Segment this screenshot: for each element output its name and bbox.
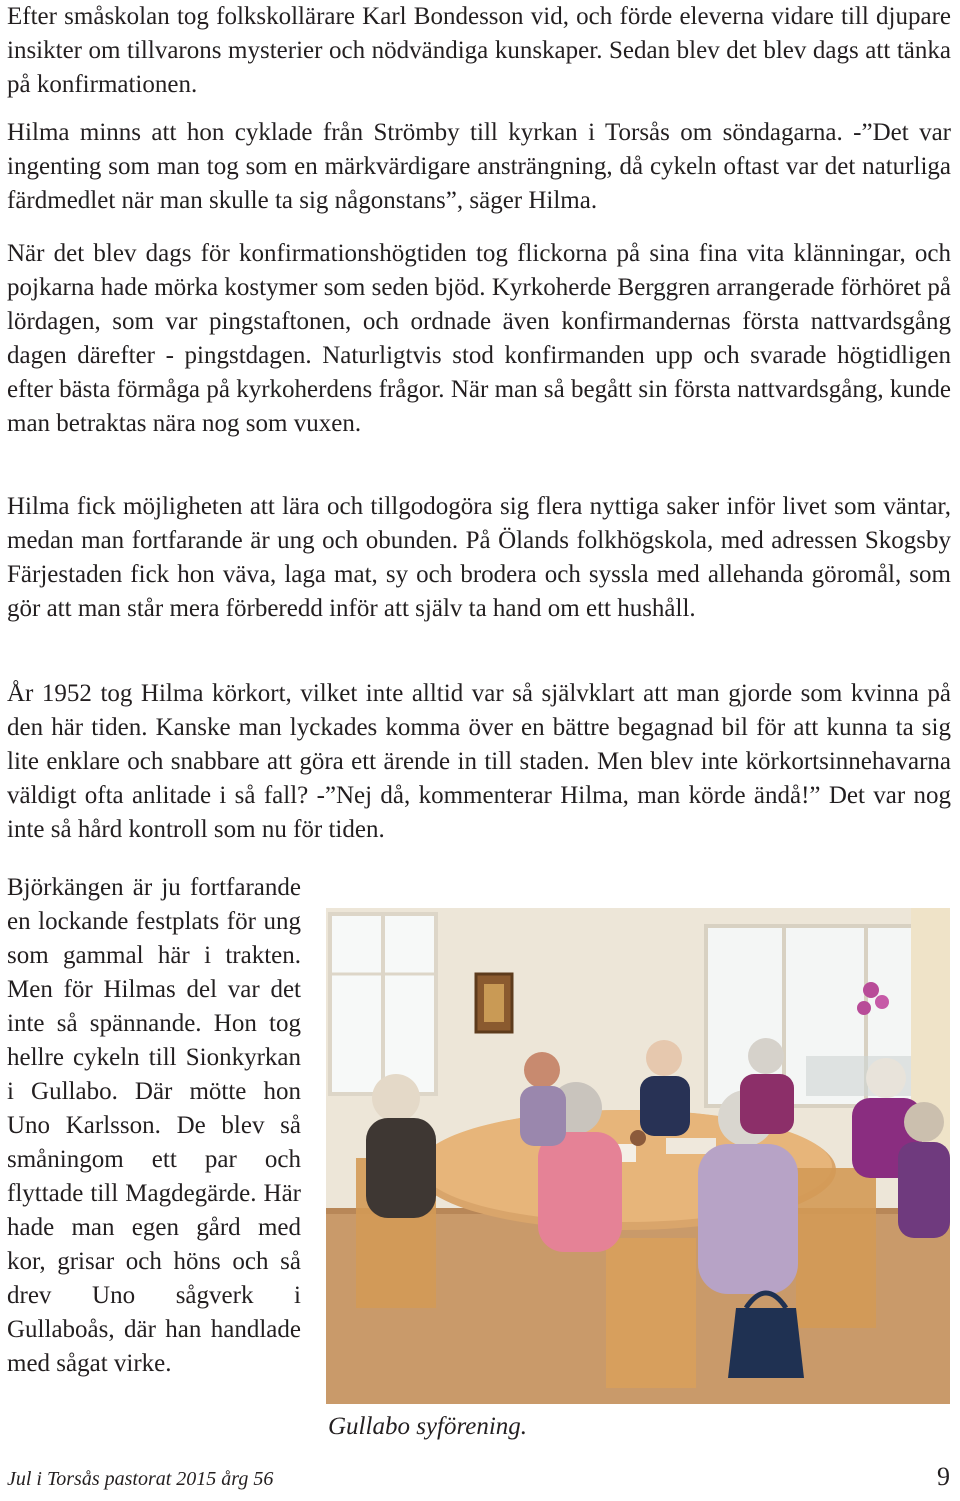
body-paragraph-3: När det blev dags för konfirmationshögtiden tog flickorna på sina fina vita klänningar, och pojkarna hade mörka kostymer som seden bjöd. Kyrkoherde Berggren arrangerade förhöret på lördagen, som var pingstaftonen, och ordnade även konfirmandernas första nattvardsgång dagen därefter - pingstdagen. Naturligtvis stod konfirmanden upp och svarade högtidligen efter bästa förmåga på kyrkoherdens frågor. När man så begått sin första nattvardsgång, kunde man betraktas nära nog som vuxen. (7, 240, 951, 437)
body-paragraph-5: År 1952 tog Hilma körkort, vilket inte alltid var så självklart att man gjorde som kvinna på den här tiden. Kanske man lyckades komma över en bättre begagnad bil för att kunna ta sig lite enklare och snabbare att göra ett ärende in till staden. Men blev inte körkortsinnehavarna väldigt ofta anlitade i så fall? -”Nej då, kommenterar Hilma, man körde ändå!” Det var nog inte så hård kontroll som nu för tiden. (7, 680, 951, 843)
body-paragraph-2: Hilma minns att hon cyklade från Strömby till kyrkan i Torsås om söndagarna. -”Det var ingenting som man tog som en märkvärdigare ansträngning, då cykeln oftast var det naturliga färdmedlet när man skulle ta sig någonstans”, säger Hilma. (7, 119, 951, 214)
photo-caption: Gullabo syförening. (328, 1413, 528, 1440)
sidebar-paragraph: Björkängen är ju fortfarande en lockande festplats för ung som gammal här i trakten. Men för Hilmas del var det inte så spännande. Hon tog hellre cykeln till Sionkyrkan i Gullabo. Där mötte hon Uno Karlsson. De blev så småningom ett par och flyttade till Magdegärde. Här hade man egen gård med kor, grisar och höns och så drev Uno sågverk i Gullaboås, där han handlade med sågat virke. (7, 874, 301, 1377)
body-paragraph-4: Hilma fick möjligheten att lära och tillgodogöra sig flera nyttiga saker inför livet som väntar, medan man fortfarande är ung och obunden. På Ölands folkhögskola, med adressen Skogsby Färjestaden fick hon väva, laga mat, sy och brodera och syssla med allehanda göromål, som gör att man står mera förberedd inför att själv ta hand om ett hushåll. (7, 493, 951, 622)
body-paragraph-1: Efter småskolan tog folkskollärare Karl Bondesson vid, och förde eleverna vidare till djupare insikter om tillvarons mysterier och nödvändiga kunskaper. Sedan blev det blev dags att tänka på konfirmationen. (7, 3, 951, 98)
sewing-circle-photo (326, 908, 950, 1404)
publication-footer: Jul i Torsås pastorat 2015 årg 56 (7, 1468, 274, 1490)
page-number: 9 (937, 1462, 950, 1491)
